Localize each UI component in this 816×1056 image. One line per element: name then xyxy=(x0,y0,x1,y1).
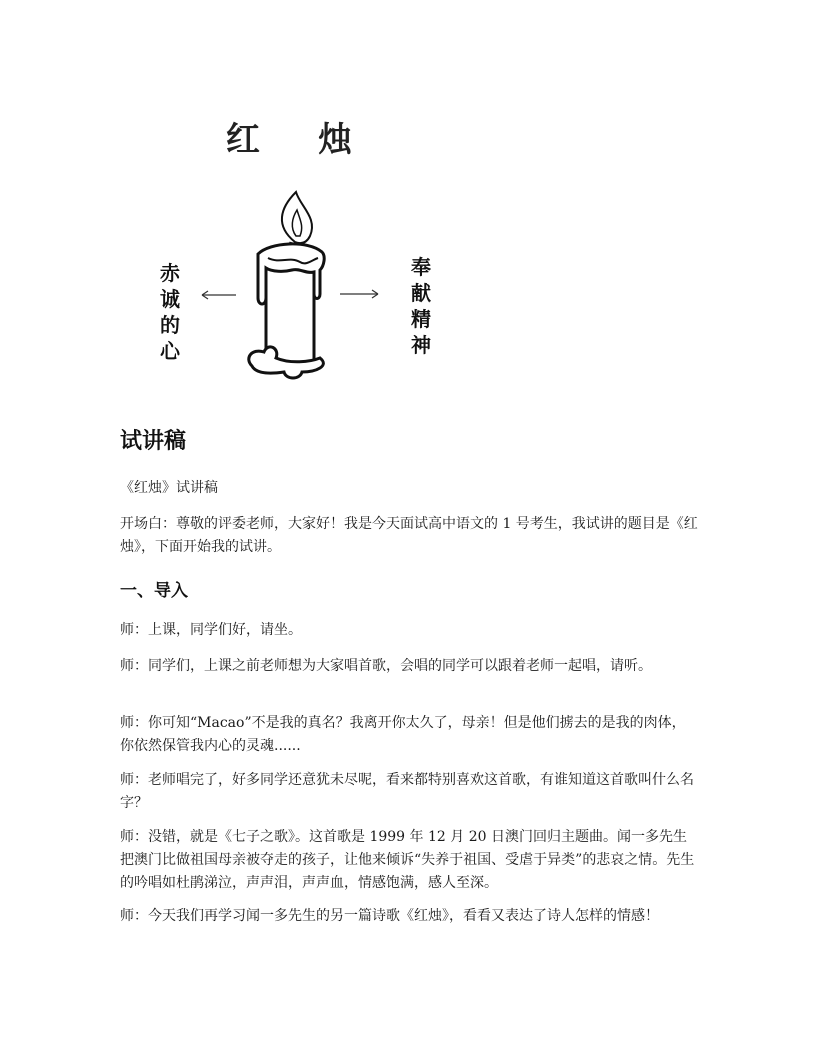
label-char: 诚 xyxy=(160,287,180,311)
label-char: 的 xyxy=(160,313,180,337)
arrow-right-icon xyxy=(340,290,378,298)
right-vertical-label xyxy=(409,254,433,358)
paragraph: 师：今天我们再学习闻一多先生的另一篇诗歌《红烛》，看看又表达了诗人怎样的情感！ xyxy=(120,908,659,924)
left-vertical-label xyxy=(158,260,182,364)
paragraph: 师：老师唱完了，好多同学还意犹未尽呢，看来都特别喜欢这首歌，有谁知道这首歌叫什么名字？ xyxy=(120,772,694,811)
paragraph: 师：没错，就是《七子之歌》。这首歌是 1999 年 12 月 20 日澳门回归主题曲。闻一多先生把澳门比做祖国母亲被夺走的孩子，让他来倾诉“失养于祖国、受虐于异类”的悲哀之情。先生的吟唱如杜鹃涕泣，声声泪，声声血，情感饱满，感人至深。 xyxy=(120,829,695,891)
paragraph: 师：上课，同学们好，请坐。 xyxy=(120,622,302,638)
candle-figure xyxy=(140,96,460,396)
figure-title-char: 烛 xyxy=(318,120,352,160)
figure-title xyxy=(226,112,352,161)
label-char: 神 xyxy=(411,333,431,357)
document-heading: 试讲稿 xyxy=(120,429,187,454)
opening-paragraph: 开场白：尊敬的评委老师，大家好！我是今天面试高中语文的 1 号考生，我试讲的题目是《红烛》，下面开始我的试讲。 xyxy=(120,516,698,555)
document-name: 《红烛》试讲稿 xyxy=(120,480,218,496)
paragraph: 师：你可知“Macao”不是我的真名？我离开你太久了，母亲！但是他们掳去的是我的肉体，你依然保管我内心的灵魂...... xyxy=(120,715,686,754)
label-char: 心 xyxy=(160,339,180,363)
section-title: 一、导入 xyxy=(120,581,188,601)
figure-title-char: 红 xyxy=(226,120,260,160)
label-char: 精 xyxy=(411,307,431,331)
label-char: 奉 xyxy=(411,255,431,279)
label-char: 赤 xyxy=(160,261,180,285)
arrow-left-icon xyxy=(202,291,236,299)
label-char: 献 xyxy=(411,281,431,305)
paragraph: 师：同学们，上课之前老师想为大家唱首歌，会唱的同学可以跟着老师一起唱，请听。 xyxy=(120,658,652,674)
